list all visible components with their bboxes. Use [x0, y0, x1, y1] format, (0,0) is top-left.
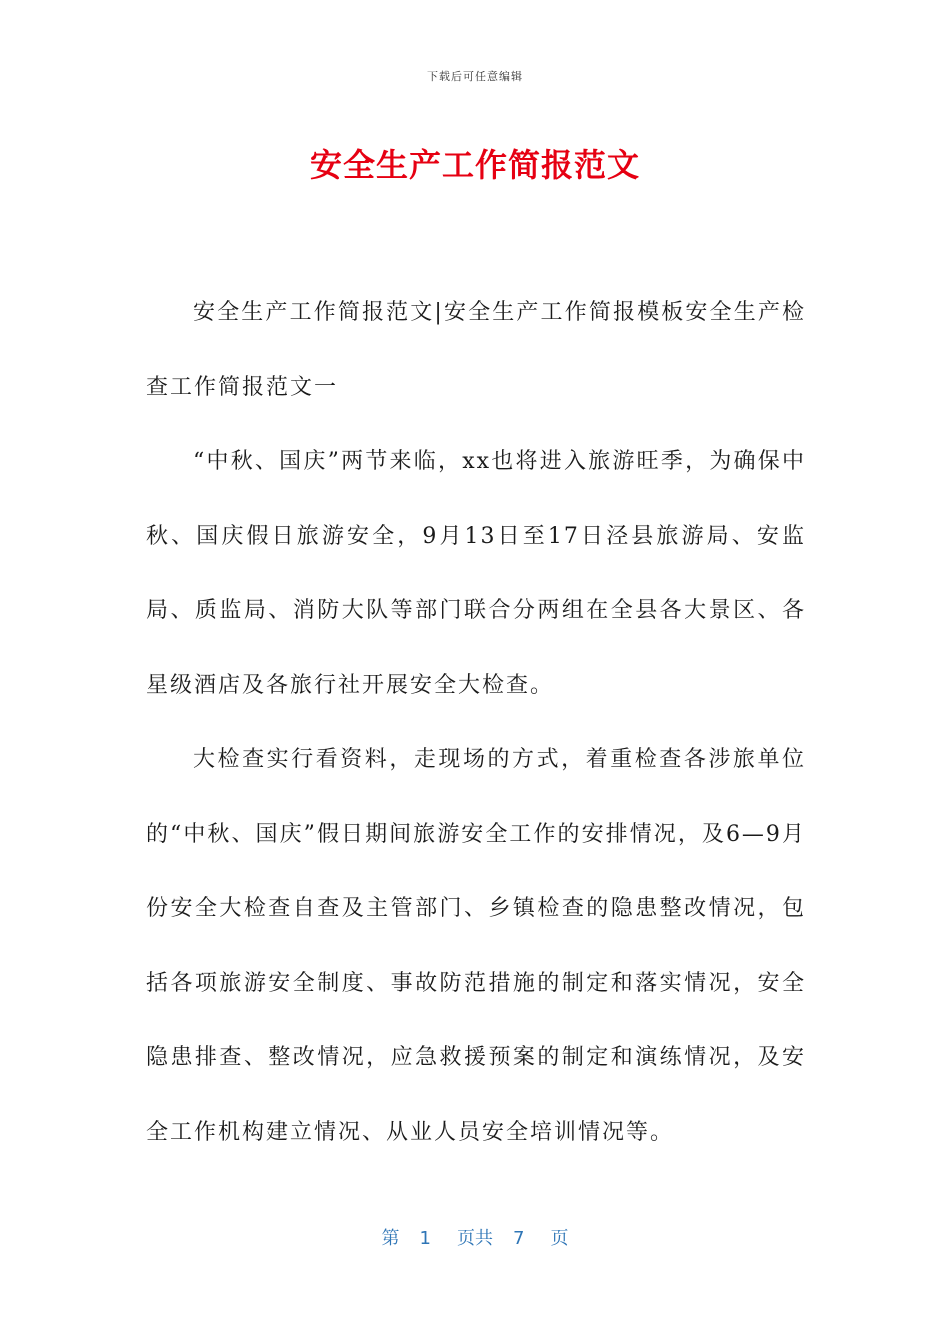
page-middle: 页共 — [457, 1228, 493, 1249]
header-note: 下载后可任意编辑 — [427, 70, 523, 83]
paragraph-1: 安全生产工作简报范文|安全生产工作简报模板安全生产检查工作简报范文一 — [146, 300, 806, 400]
total-pages-number: 7 — [513, 1228, 525, 1249]
page-prefix: 第 — [381, 1228, 400, 1249]
document-body — [146, 276, 806, 1170]
current-page-number: 1 — [419, 1228, 431, 1249]
page-footer — [0, 1224, 950, 1250]
paragraph-2: “中秋、国庆”两节来临，xx也将进入旅游旺季，为确保中秋、国庆假日旅游安全，9月13日至17日泾县旅游局、安监局、质监局、消防大队等部门联合分两组在全县各大景区、各星级酒店及各旅行社开展安全大检查。 — [146, 449, 806, 698]
document-title: 安全生产工作简报范文 — [309, 146, 640, 184]
paragraph-3: 大检查实行看资料，走现场的方式，着重检查各涉旅单位的“中秋、国庆”假日期间旅游安全工作的安排情况，及6—9月份安全大检查自查及主管部门、乡镇检查的隐患整改情况，包括各项旅游安全制度、事故防范措施的制定和落实情况，安全隐患排查、整改情况，应急救援预案的制定和演练情况，及安全工作机构建立情况、从业人员安全培训情况等。 — [146, 747, 806, 1145]
page-suffix: 页 — [550, 1228, 569, 1249]
